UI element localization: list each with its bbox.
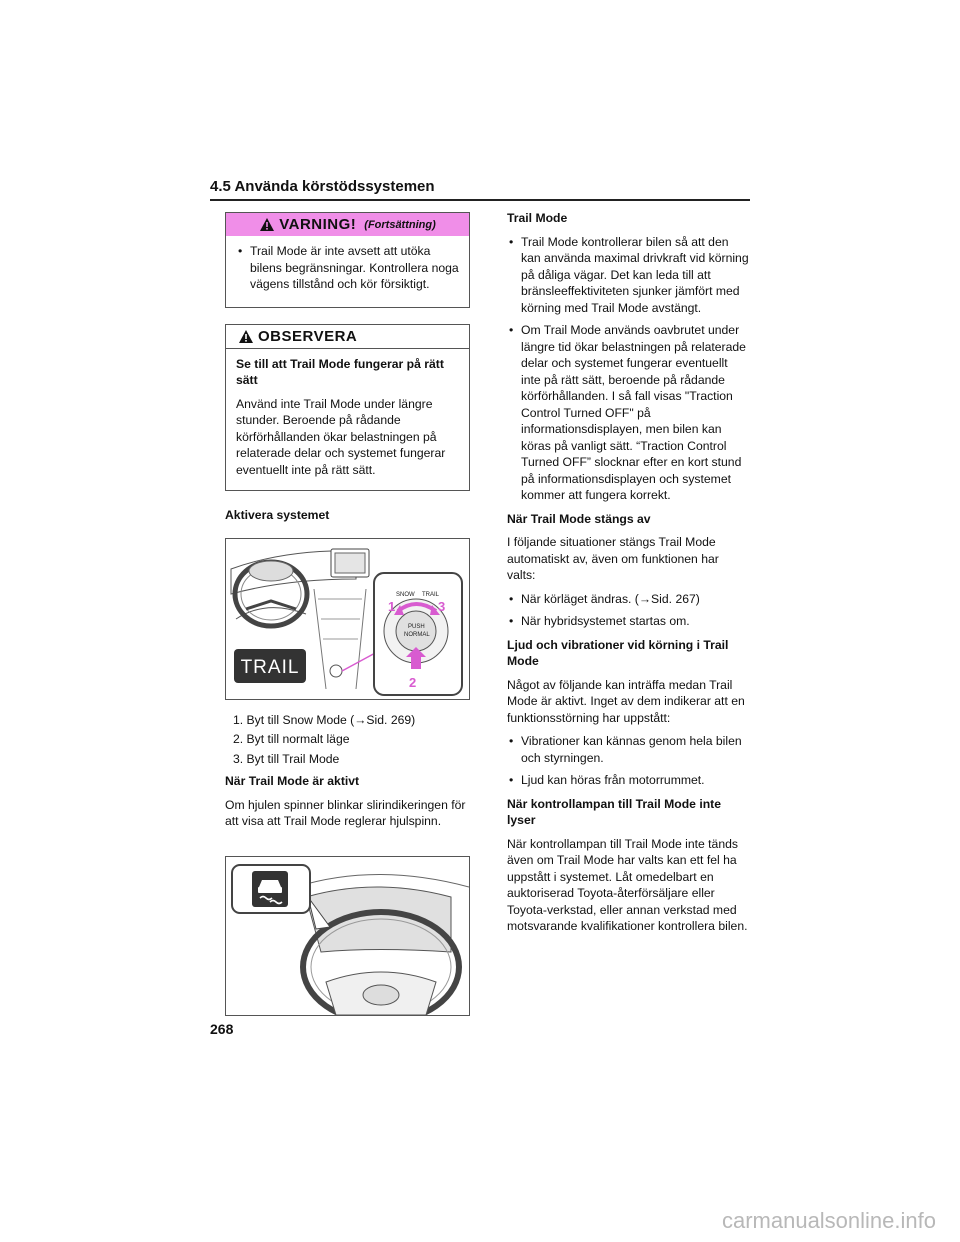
activate-heading: Aktivera systemet xyxy=(225,508,330,522)
trail-mode-heading: Trail Mode xyxy=(507,211,568,225)
notice-box xyxy=(225,324,470,492)
slip-indicator-figure xyxy=(225,856,470,1016)
list-item: • Trail Mode kontrollerar bilen så att den kan använda maximal drivkraft vid körning på dåliga vägar. Det kan leda till att bränsleeffektiviteten sjunker jämfört med körning med Trail Mode avstängt. xyxy=(507,234,749,317)
left-column xyxy=(225,212,470,1016)
active-body: Om hjulen spinner blinkar slirindikeringen för att visa att Trail Mode reglerar hjulspinn. xyxy=(225,797,466,828)
warning-title: VARNING! xyxy=(279,216,357,233)
slip-indicator-icon xyxy=(252,871,288,907)
notice-heading: Se till att Trail Mode fungerar på rätt sätt xyxy=(236,356,444,387)
header-rule xyxy=(210,199,750,201)
warning-body xyxy=(226,236,469,307)
step-item: 1. Byt till Snow Mode (→Sid. 269) xyxy=(233,712,416,727)
lamp-body: När kontrollampan till Trail Mode inte tänds även om Trail Mode har valts kan ett fel ha uppstått i systemet. Låt omedelbart en auktoriserad Toyota-återförsäljare eller Toyota-verkstad, eller annan verkstad med motsvarande kvalifikationer kontrollera bilen. xyxy=(507,836,748,933)
trail-small-label: TRAIL xyxy=(422,591,440,598)
step-item: 2. Byt till normalt läge xyxy=(233,732,350,746)
trail-display-label: TRAIL xyxy=(240,656,300,678)
activation-steps xyxy=(225,712,470,768)
warning-header xyxy=(226,213,469,236)
step-item: 3. Byt till Trail Mode xyxy=(233,751,340,766)
notice-title: OBSERVERA xyxy=(258,327,358,345)
step-2-marker: 2 xyxy=(409,674,417,690)
notice-text: Använd inte Trail Mode under längre stunder. Beroende på rådande körförhållanden ökar belastningen på relaterade delar och systemet fungerar eventuellt inte på rätt sätt. xyxy=(236,396,446,477)
list-item: • När hybridsystemet startas om. xyxy=(507,613,749,630)
caution-icon xyxy=(238,329,254,344)
notice-body xyxy=(226,349,469,491)
trail-mode-list xyxy=(507,234,749,504)
sound-list xyxy=(507,733,749,789)
warning-icon xyxy=(259,217,275,232)
turn-off-body: I följande situationer stängs Trail Mode automatiskt av, även om funktionen har valts: xyxy=(507,535,719,582)
sound-body: Något av följande kan inträffa medan Trail Mode är aktivt. Inget av dem indikerar att en funktionsstörning har uppstått: xyxy=(507,677,745,725)
turn-off-list xyxy=(507,591,749,630)
lamp-heading: När kontrollampan till Trail Mode inte lyser xyxy=(507,796,721,827)
sound-heading: Ljud och vibrationer vid körning i Trail Mode xyxy=(507,637,729,668)
normal-label: NORMAL xyxy=(404,631,430,638)
watermark: carmanualsonline.info xyxy=(721,1208,936,1233)
list-item: • Om Trail Mode används oavbrutet under längre tid ökar belastningen på relaterade delar och systemet fungerar eventuellt inte på rätt sätt, beroende på rådande körförhållanden. I så fall visas "Traction Control Turned OFF" på informationsdisplayen, men bilen kan köras på vanligt sätt. “Traction Control Turned OFF” slocknar efter en kort stund på informationsdisplayen och systemet kommer att fungera korrekt. xyxy=(507,322,749,504)
section-title: 4.5 Använda körstödssystemen xyxy=(210,178,435,195)
page-number: 268 xyxy=(210,1021,234,1037)
warning-box xyxy=(225,212,470,308)
warning-subtitle: (Fortsättning) xyxy=(364,218,436,231)
list-item: • Vibrationer kan kännas genom hela bilen och styrningen. xyxy=(507,733,749,766)
notice-header xyxy=(226,325,469,349)
active-heading: När Trail Mode är aktivt xyxy=(225,774,360,788)
step-3-marker: 3 xyxy=(438,598,446,614)
trail-switch-figure xyxy=(225,538,470,700)
step-1-marker: 1 xyxy=(388,598,396,614)
warning-bullet: • Trail Mode är inte avsett att utöka bilens begränsningar. Kontrollera noga vägens tillstånd och kör försiktigt. xyxy=(236,243,459,293)
list-item: • När körläget ändras. (→Sid. 267) xyxy=(507,591,749,608)
section-header xyxy=(210,178,750,201)
right-column xyxy=(507,210,749,942)
push-label: PUSH xyxy=(408,623,425,630)
snow-label: SNOW xyxy=(396,591,415,598)
list-item: • Ljud kan höras från motorrummet. xyxy=(507,772,749,789)
turn-off-heading: När Trail Mode stängs av xyxy=(507,511,651,526)
